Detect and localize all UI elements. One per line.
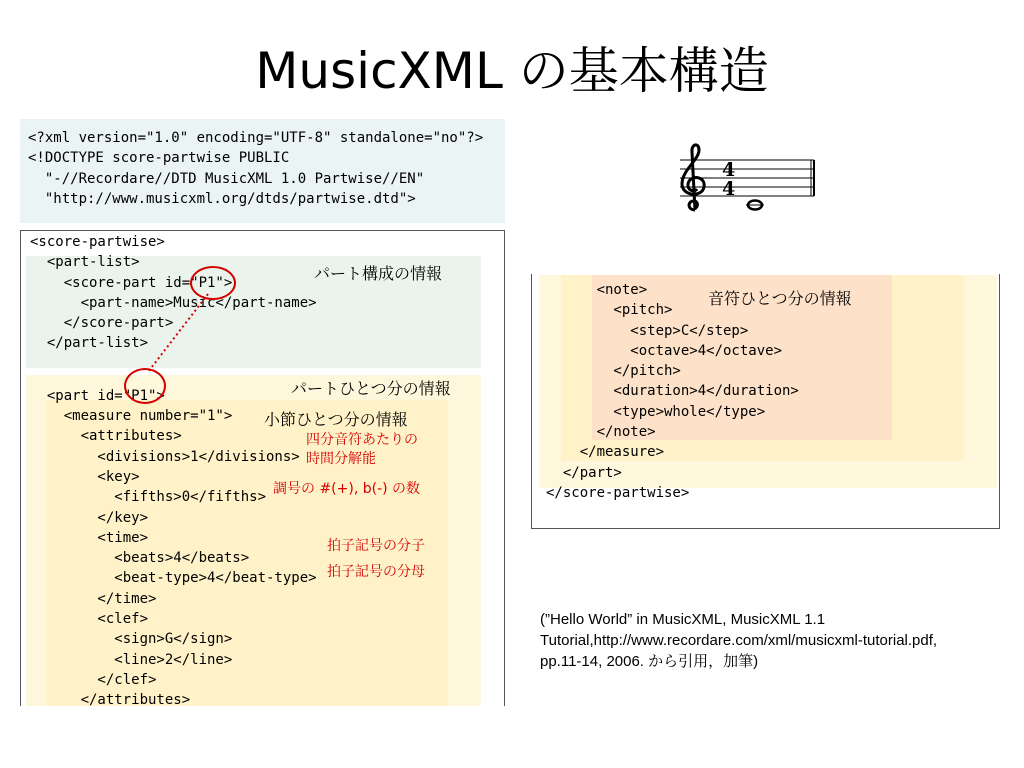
code-line: </note> bbox=[546, 424, 656, 441]
code-line: <pitch> bbox=[546, 302, 673, 319]
code-line: <type>whole</type> bbox=[546, 403, 766, 420]
code-line: </measure> bbox=[546, 444, 665, 461]
code-line: </key> bbox=[30, 509, 149, 526]
right-code-block bbox=[546, 280, 799, 503]
time-signature-top: 4 bbox=[722, 159, 736, 181]
code-line: <clef> bbox=[30, 611, 149, 628]
code-line: <key> bbox=[30, 468, 140, 485]
xml-declaration-code bbox=[28, 128, 483, 209]
citation-line: (”Hello World” in MusicXML, MusicXML 1.1 bbox=[540, 611, 826, 628]
code-line: <score-partwise> bbox=[30, 234, 165, 250]
citation-line: Tutorial,http://www.recordare.com/xml/musicxml-tutorial.pdf, bbox=[540, 632, 938, 649]
code-line: </time> bbox=[30, 590, 157, 607]
code-line: <beats>4</beats> bbox=[30, 550, 250, 567]
code-line: </clef> bbox=[30, 671, 157, 688]
code-line: <beat-type>4</beat-type> bbox=[30, 570, 317, 587]
code-line: </part-list> bbox=[30, 335, 149, 352]
note-label: 音符ひとつ分の情報 bbox=[708, 289, 852, 308]
code-line: <measure number="1"> bbox=[30, 408, 233, 425]
code-line: <part id="P1"> bbox=[30, 387, 165, 404]
code-line: <line>2</line> bbox=[30, 651, 233, 668]
code-line: <sign>G</sign> bbox=[30, 631, 233, 648]
code-line: <duration>4</duration> bbox=[546, 383, 799, 400]
code-line: <!DOCTYPE score-partwise PUBLIC bbox=[28, 150, 290, 167]
citation-line: pp.11-14, 2006. から引用，加筆) bbox=[540, 653, 759, 670]
code-line: </pitch> bbox=[546, 363, 681, 380]
code-line: </score-part> bbox=[30, 315, 174, 332]
code-line: </part> bbox=[546, 464, 622, 481]
code-line: <time> bbox=[30, 529, 149, 546]
beat-type-note: 拍子記号の分母 bbox=[327, 564, 425, 580]
time-signature-bottom: 4 bbox=[722, 178, 736, 200]
beats-note: 拍子記号の分子 bbox=[327, 538, 425, 554]
divisions-note-line: 時間分解能 bbox=[306, 451, 376, 467]
code-line: <fifths>0</fifths> bbox=[30, 489, 267, 506]
citation bbox=[540, 609, 1010, 672]
treble-clef-icon bbox=[682, 145, 704, 210]
code-line: <divisions>1</divisions> bbox=[30, 448, 300, 465]
code-line: <note> bbox=[546, 282, 648, 298]
code-line: "http://www.musicxml.org/dtds/partwise.dtd"> bbox=[28, 190, 416, 207]
code-line: <step>C</step> bbox=[546, 322, 749, 339]
fifths-note: 調号の #(+), b(-) の数 bbox=[273, 481, 421, 497]
code-line: <part-list> bbox=[30, 254, 140, 271]
code-line: <part-name>Music</part-name> bbox=[30, 294, 317, 311]
code-line: <?xml version="1.0" encoding="UTF-8" standalone="no"?> bbox=[28, 130, 484, 146]
part-list-label: パート構成の情報 bbox=[314, 264, 443, 283]
divisions-note-line: 四分音符あたりの bbox=[306, 432, 418, 448]
code-line: "-//Recordare//DTD MusicXML 1.0 Partwise//EN" bbox=[28, 170, 425, 187]
score-staff bbox=[668, 140, 824, 220]
code-line: </attributes> bbox=[30, 692, 191, 709]
code-line: </score-partwise> bbox=[546, 484, 690, 501]
divisions-note bbox=[306, 431, 418, 469]
part-label: パートひとつ分の情報 bbox=[291, 379, 451, 398]
measure-label: 小節ひとつ分の情報 bbox=[264, 410, 408, 429]
slide-title: MusicXML の基本構造 bbox=[255, 42, 769, 100]
id-link-line bbox=[140, 290, 220, 380]
code-line: <attributes> bbox=[30, 428, 182, 445]
code-line: <octave>4</octave> bbox=[546, 342, 783, 359]
code-line: <score-part id="P1"> bbox=[30, 274, 233, 291]
xml-declaration-box bbox=[20, 119, 505, 223]
